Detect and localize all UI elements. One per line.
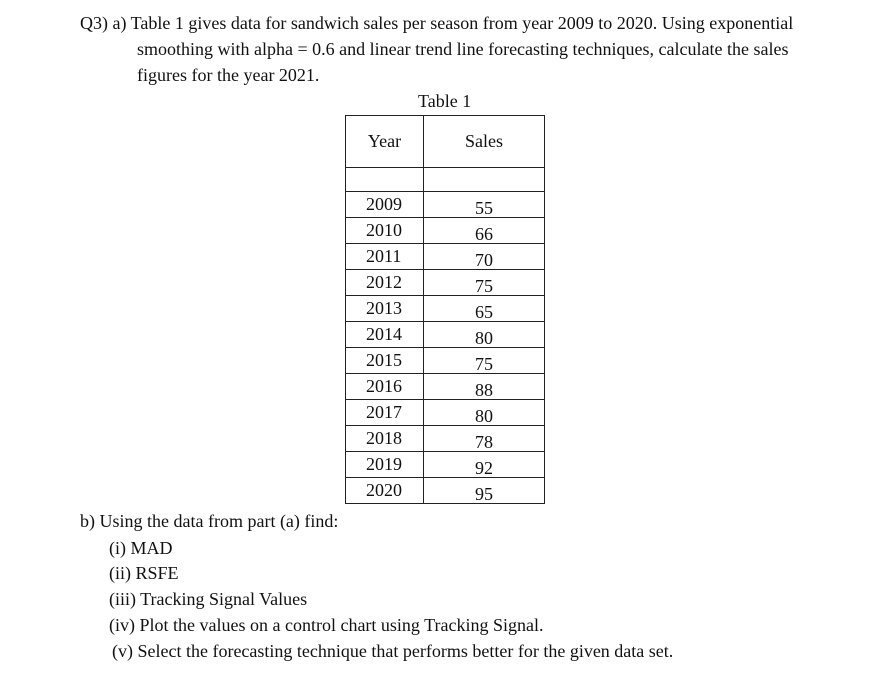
table-row <box>346 218 545 244</box>
table-row <box>346 270 545 296</box>
table-header-row <box>346 116 545 168</box>
spacer-cell <box>424 168 545 192</box>
year-cell: 2013 <box>346 296 424 322</box>
sales-cell: 55 <box>424 192 545 218</box>
year-cell: 2011 <box>346 244 424 270</box>
sales-cell: 80 <box>424 400 545 426</box>
table-row <box>346 296 545 322</box>
sales-cell: 80 <box>424 322 545 348</box>
year-cell: 2012 <box>346 270 424 296</box>
year-cell: 2016 <box>346 374 424 400</box>
table-row <box>346 322 545 348</box>
year-cell: 2009 <box>346 192 424 218</box>
year-header: Year <box>346 116 424 168</box>
sales-table <box>345 115 545 504</box>
spacer-cell <box>346 168 424 192</box>
table-row <box>346 374 545 400</box>
sales-cell: 66 <box>424 218 545 244</box>
sales-cell: 78 <box>424 426 545 452</box>
table-row <box>346 426 545 452</box>
table-caption: Table 1 <box>418 91 472 111</box>
question-line-2: smoothing with alpha = 0.6 and linear trend line forecasting techniques, calculate the sales <box>137 39 789 59</box>
part-b-item-rsfe: (ii) RSFE <box>109 563 179 583</box>
table-row <box>346 348 545 374</box>
table-row <box>346 400 545 426</box>
sales-cell: 75 <box>424 348 545 374</box>
question-line-3: figures for the year 2021. <box>137 65 320 85</box>
year-cell: 2010 <box>346 218 424 244</box>
year-cell: 2015 <box>346 348 424 374</box>
part-b-item-tracking-signal: (iii) Tracking Signal Values <box>109 589 308 609</box>
sales-cell: 92 <box>424 452 545 478</box>
part-b-item-mad: (i) MAD <box>109 538 173 558</box>
sales-cell: 95 <box>424 478 545 504</box>
year-cell: 2020 <box>346 478 424 504</box>
year-cell: 2014 <box>346 322 424 348</box>
part-b-item-select-technique: (v) Select the forecasting technique that performs better for the given data set. <box>112 641 674 661</box>
sales-cell: 70 <box>424 244 545 270</box>
year-cell: 2019 <box>346 452 424 478</box>
part-b-intro: b) Using the data from part (a) find: <box>80 511 339 531</box>
year-cell: 2017 <box>346 400 424 426</box>
table-row <box>346 478 545 504</box>
table-row <box>346 452 545 478</box>
sales-cell: 88 <box>424 374 545 400</box>
part-b-item-control-chart: (iv) Plot the values on a control chart using Tracking Signal. <box>109 615 544 635</box>
table-row <box>346 244 545 270</box>
year-cell: 2018 <box>346 426 424 452</box>
sales-header: Sales <box>424 116 545 168</box>
sales-cell: 65 <box>424 296 545 322</box>
table-row <box>346 192 545 218</box>
table-spacer-row <box>346 168 545 192</box>
question-line-1: Q3) a) Table 1 gives data for sandwich sales per season from year 2009 to 2020. Using exponential <box>80 13 794 33</box>
sales-cell: 75 <box>424 270 545 296</box>
